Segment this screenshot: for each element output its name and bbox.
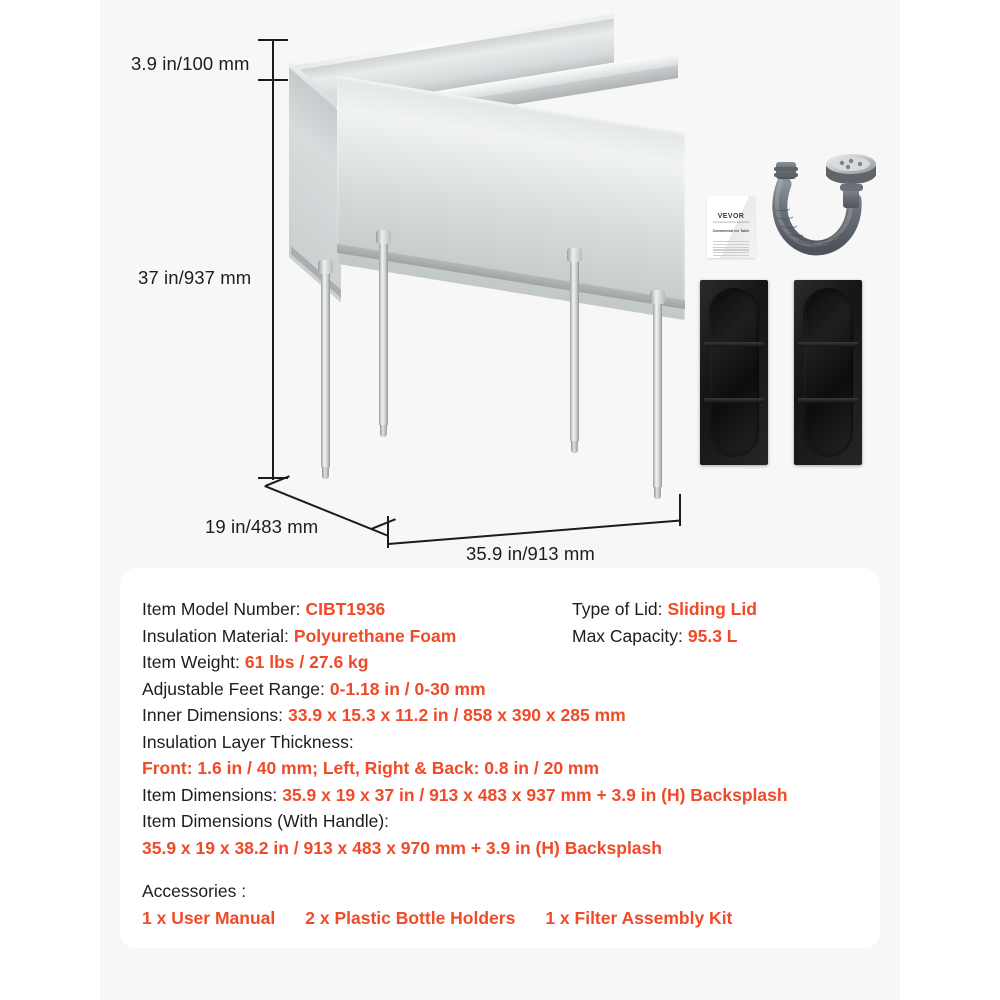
- dimension-label-backsplash-height: 3.9 in/100 mm: [131, 53, 250, 74]
- spec-label: Inner Dimensions:: [142, 705, 284, 725]
- holder-divider: [798, 398, 858, 403]
- spec-row-insulation-thickness-value: [142, 755, 880, 782]
- spec-label: Insulation Layer Thickness:: [142, 731, 354, 752]
- tick-backsplash-bottom: [258, 79, 288, 81]
- spec-value: 35.9 x 19 x 37 in / 913 x 483 x 937 mm + 3.9 in (H) Backsplash: [282, 784, 788, 805]
- tick-width-left: [387, 516, 389, 548]
- spec-row-max-capacity: [572, 623, 872, 650]
- vevor-logo: VEVOR: [717, 213, 745, 220]
- leg-collar: [650, 290, 665, 304]
- spec-label: Item Model Number:: [142, 599, 301, 619]
- spec-label: Adjustable Feet Range:: [142, 678, 325, 699]
- drain-kit-svg: [760, 148, 880, 258]
- holder-recess: [709, 288, 759, 457]
- tick-backsplash-top: [258, 39, 288, 41]
- leg-collar: [376, 230, 391, 244]
- holder-divider: [798, 342, 858, 347]
- plastic-bottle-holders: [700, 280, 865, 470]
- user-manual-booklet: [707, 196, 755, 258]
- spec-top-columns: [142, 596, 880, 649]
- leg-back-right: [570, 248, 579, 442]
- manual-body-lines: [713, 241, 749, 258]
- holder-divider: [704, 398, 764, 403]
- spec-value: 61 lbs / 27.6 kg: [244, 652, 369, 672]
- spec-label: Max Capacity:: [572, 625, 683, 646]
- spec-row-item-dimensions-handle-value: [142, 835, 880, 862]
- spec-row-inner-dimensions: [142, 702, 880, 729]
- dimension-label-depth: 19 in/483 mm: [205, 516, 319, 537]
- leg-collar: [318, 260, 333, 274]
- leg-back-left: [379, 230, 388, 426]
- spec-right-column: [572, 596, 872, 649]
- spec-value: Sliding Lid: [667, 599, 757, 619]
- spec-value: 35.9 x 19 x 38.2 in / 913 x 483 x 970 mm + 3.9 in (H) Backsplash: [142, 837, 662, 858]
- accessories-heading: Accessories :: [142, 881, 247, 901]
- spec-label: Item Weight:: [142, 652, 240, 672]
- height-dimension-line: [272, 40, 274, 480]
- spec-value: 0-1.18 in / 0-30 mm: [329, 678, 486, 699]
- spec-value: Polyurethane Foam: [293, 625, 457, 646]
- accessories-list: [142, 908, 880, 929]
- manual-brand-subtitle: Commercial Kitchen Equipment: [712, 221, 750, 224]
- dimension-label-width: 35.9 in/913 mm: [466, 543, 595, 564]
- filter-assembly-kit: [760, 148, 880, 258]
- leg-front-left: [321, 260, 330, 468]
- accessory-item: 1 x Filter Assembly Kit: [545, 908, 733, 928]
- spec-value: Front: 1.6 in / 40 mm; Left, Right & Back: 0.8 in / 20 mm: [142, 758, 600, 778]
- leg-collar: [567, 248, 582, 262]
- cabinet-front-panel: [337, 76, 685, 320]
- bottle-holder-left: [700, 280, 768, 465]
- spec-label: Type of Lid:: [572, 599, 663, 619]
- spec-row-item-dimensions: [142, 782, 880, 809]
- accessory-item: 1 x User Manual: [142, 908, 276, 928]
- manual-title: Commercial Ice Table: [712, 229, 750, 233]
- spec-row-lid-type: [572, 596, 872, 623]
- spec-value: CIBT1936: [305, 599, 386, 619]
- spec-row-item-weight: [142, 649, 880, 676]
- specification-card: [120, 568, 880, 948]
- spec-label: Insulation Material:: [142, 625, 289, 646]
- spec-value: 33.9 x 15.3 x 11.2 in / 858 x 390 x 285 mm: [288, 705, 626, 725]
- ice-bin-unit-drawing: [275, 18, 705, 538]
- leg-front-right: [653, 290, 662, 488]
- holder-divider: [704, 342, 764, 347]
- tick-width-right: [679, 494, 681, 526]
- spec-label: Item Dimensions (With Handle):: [142, 811, 390, 831]
- spec-value: 95.3 L: [687, 625, 738, 646]
- spec-left-column: [142, 596, 572, 649]
- spec-row-adjustable-feet: [142, 676, 880, 703]
- dimension-label-overall-height: 37 in/937 mm: [138, 267, 252, 288]
- spec-row-insulation-material: [142, 623, 572, 650]
- spec-row-model-number: [142, 596, 572, 623]
- holder-recess: [803, 288, 853, 457]
- accessory-item: 2 x Plastic Bottle Holders: [305, 908, 516, 928]
- spec-row-item-dimensions-handle-label: [142, 808, 880, 835]
- spec-row-insulation-thickness-label: [142, 729, 880, 756]
- bottle-holder-right: [794, 280, 862, 465]
- spec-label: Item Dimensions:: [142, 784, 278, 805]
